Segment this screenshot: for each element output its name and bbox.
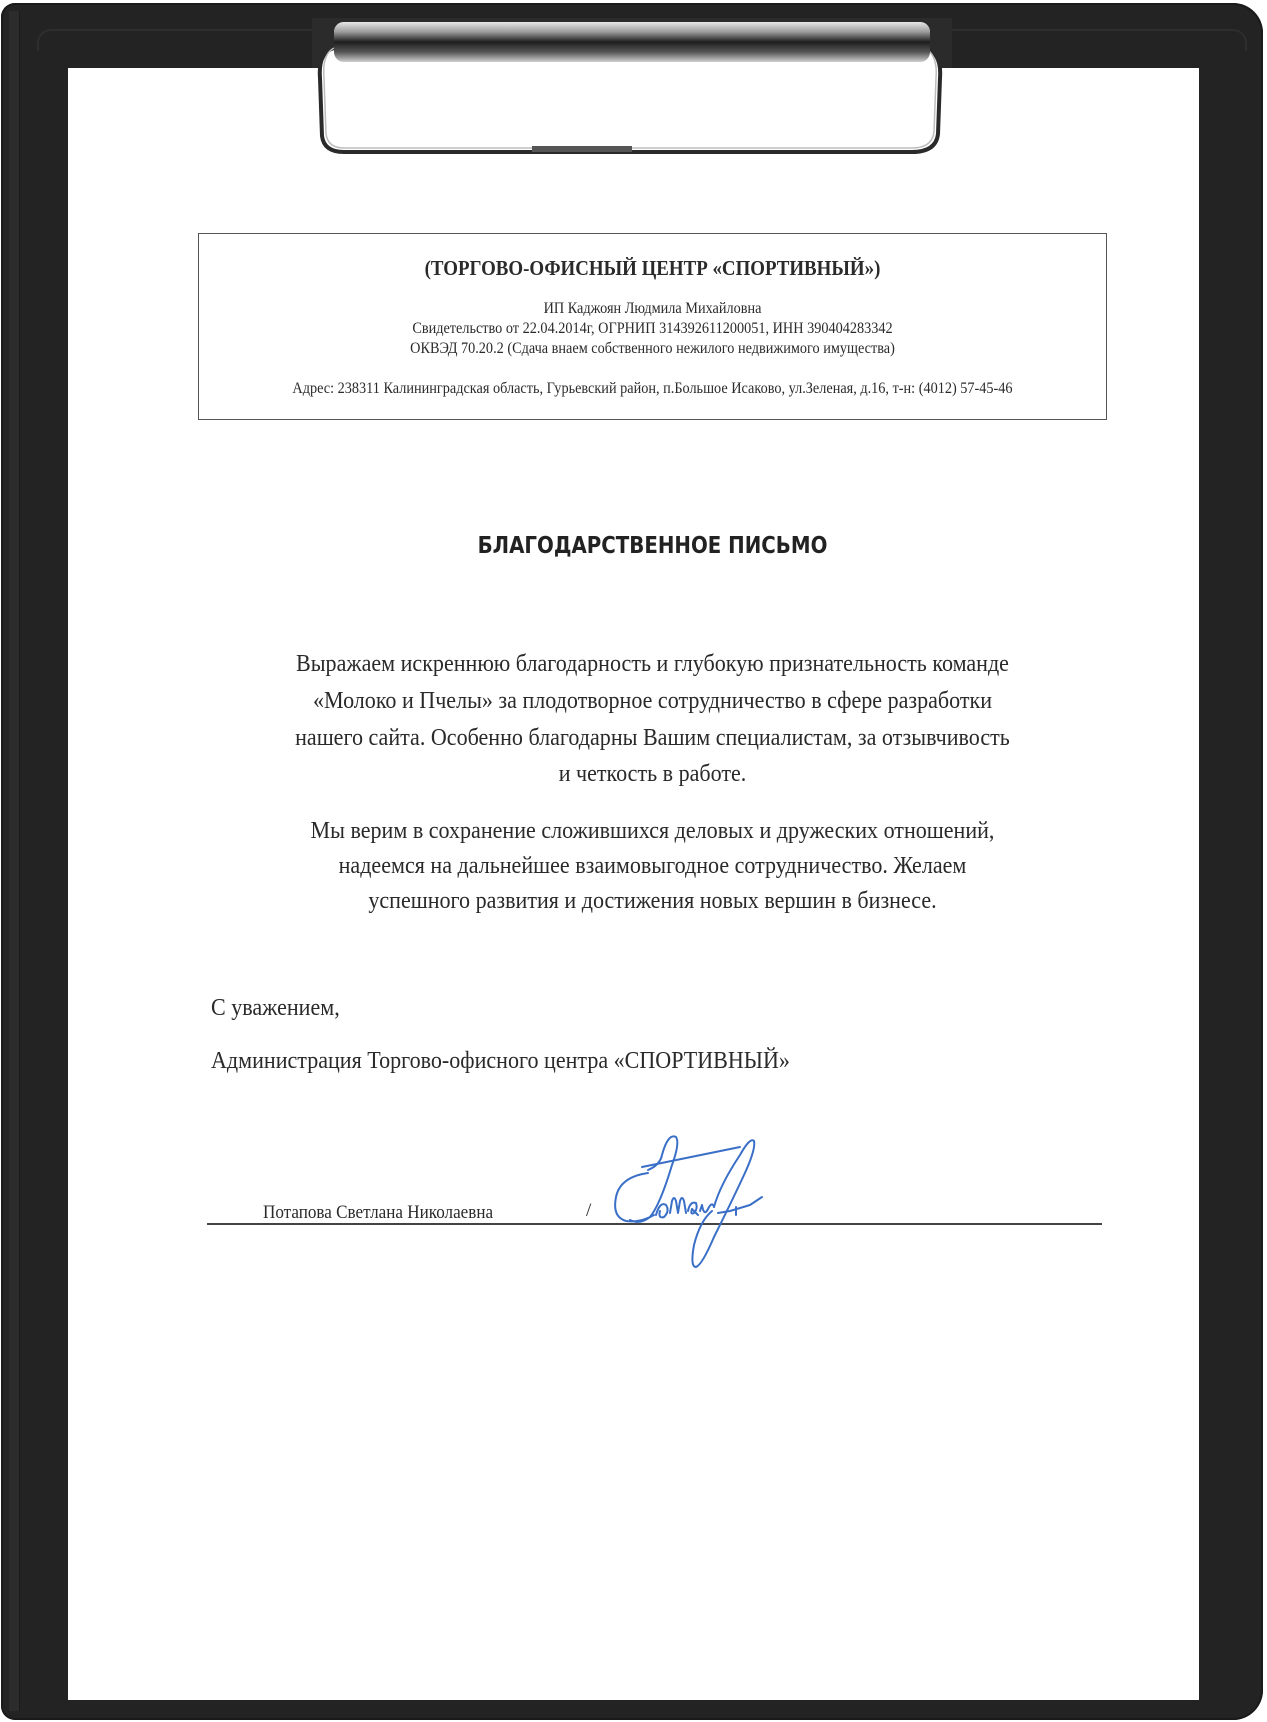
handwritten-signature <box>590 1125 790 1285</box>
paragraph-line: «Молоко и Пчелы» за плодотворное сотрудничество в сфере разработки <box>312 687 993 714</box>
paragraph-line: и четкость в работе. <box>558 760 747 787</box>
letterhead-box <box>198 233 1107 420</box>
letterhead-address: Адрес: 238311 Калининградская область, Гурьевский район, п.Большое Исаково, ул.Зеленая, д.16, т-н: (4012) 57-45-46 <box>292 380 1013 397</box>
paragraph-line: надеемся на дальнейшее взаимовыгодное сотрудничество. Желаем <box>338 852 967 879</box>
letterhead-registration: Свидетельство от 22.04.2014г, ОГРНИП 314392611200051, ИНН 390404283342 <box>412 320 893 337</box>
paragraph-line: успешного развития и достижения новых вершин в бизнесе. <box>368 887 937 914</box>
letterhead-okved: ОКВЭД 70.20.2 (Сдача внаем собственного нежилого недвижимого имущества) <box>410 340 895 357</box>
paragraph-line: Выражаем искреннюю благодарность и глубокую признательность команде <box>296 650 1009 677</box>
letter-title: БЛАГОДАРСТВЕННОЕ ПИСЬМО <box>477 533 828 559</box>
paragraph-line: Мы верим в сохранение сложившихся деловых и дружеских отношений, <box>310 817 995 844</box>
signatory-name: Потапова Светлана Николаевна <box>263 1202 494 1223</box>
letterhead-owner: ИП Каджоян Людмила Михайловна <box>543 300 762 317</box>
closing-text: С уважением, <box>211 994 340 1021</box>
sender-text: Администрация Торгово-офисного центра «СПОРТИВНЫЙ» <box>211 1047 790 1074</box>
signature-separator: / <box>586 1200 592 1221</box>
paragraph-line: нашего сайта. Особенно благодарны Вашим специалистам, за отзывчивость <box>295 724 1010 751</box>
letterhead-org-title: (ТОРГОВО-ОФИСНЫЙ ЦЕНТР «СПОРТИВНЫЙ») <box>424 256 881 280</box>
